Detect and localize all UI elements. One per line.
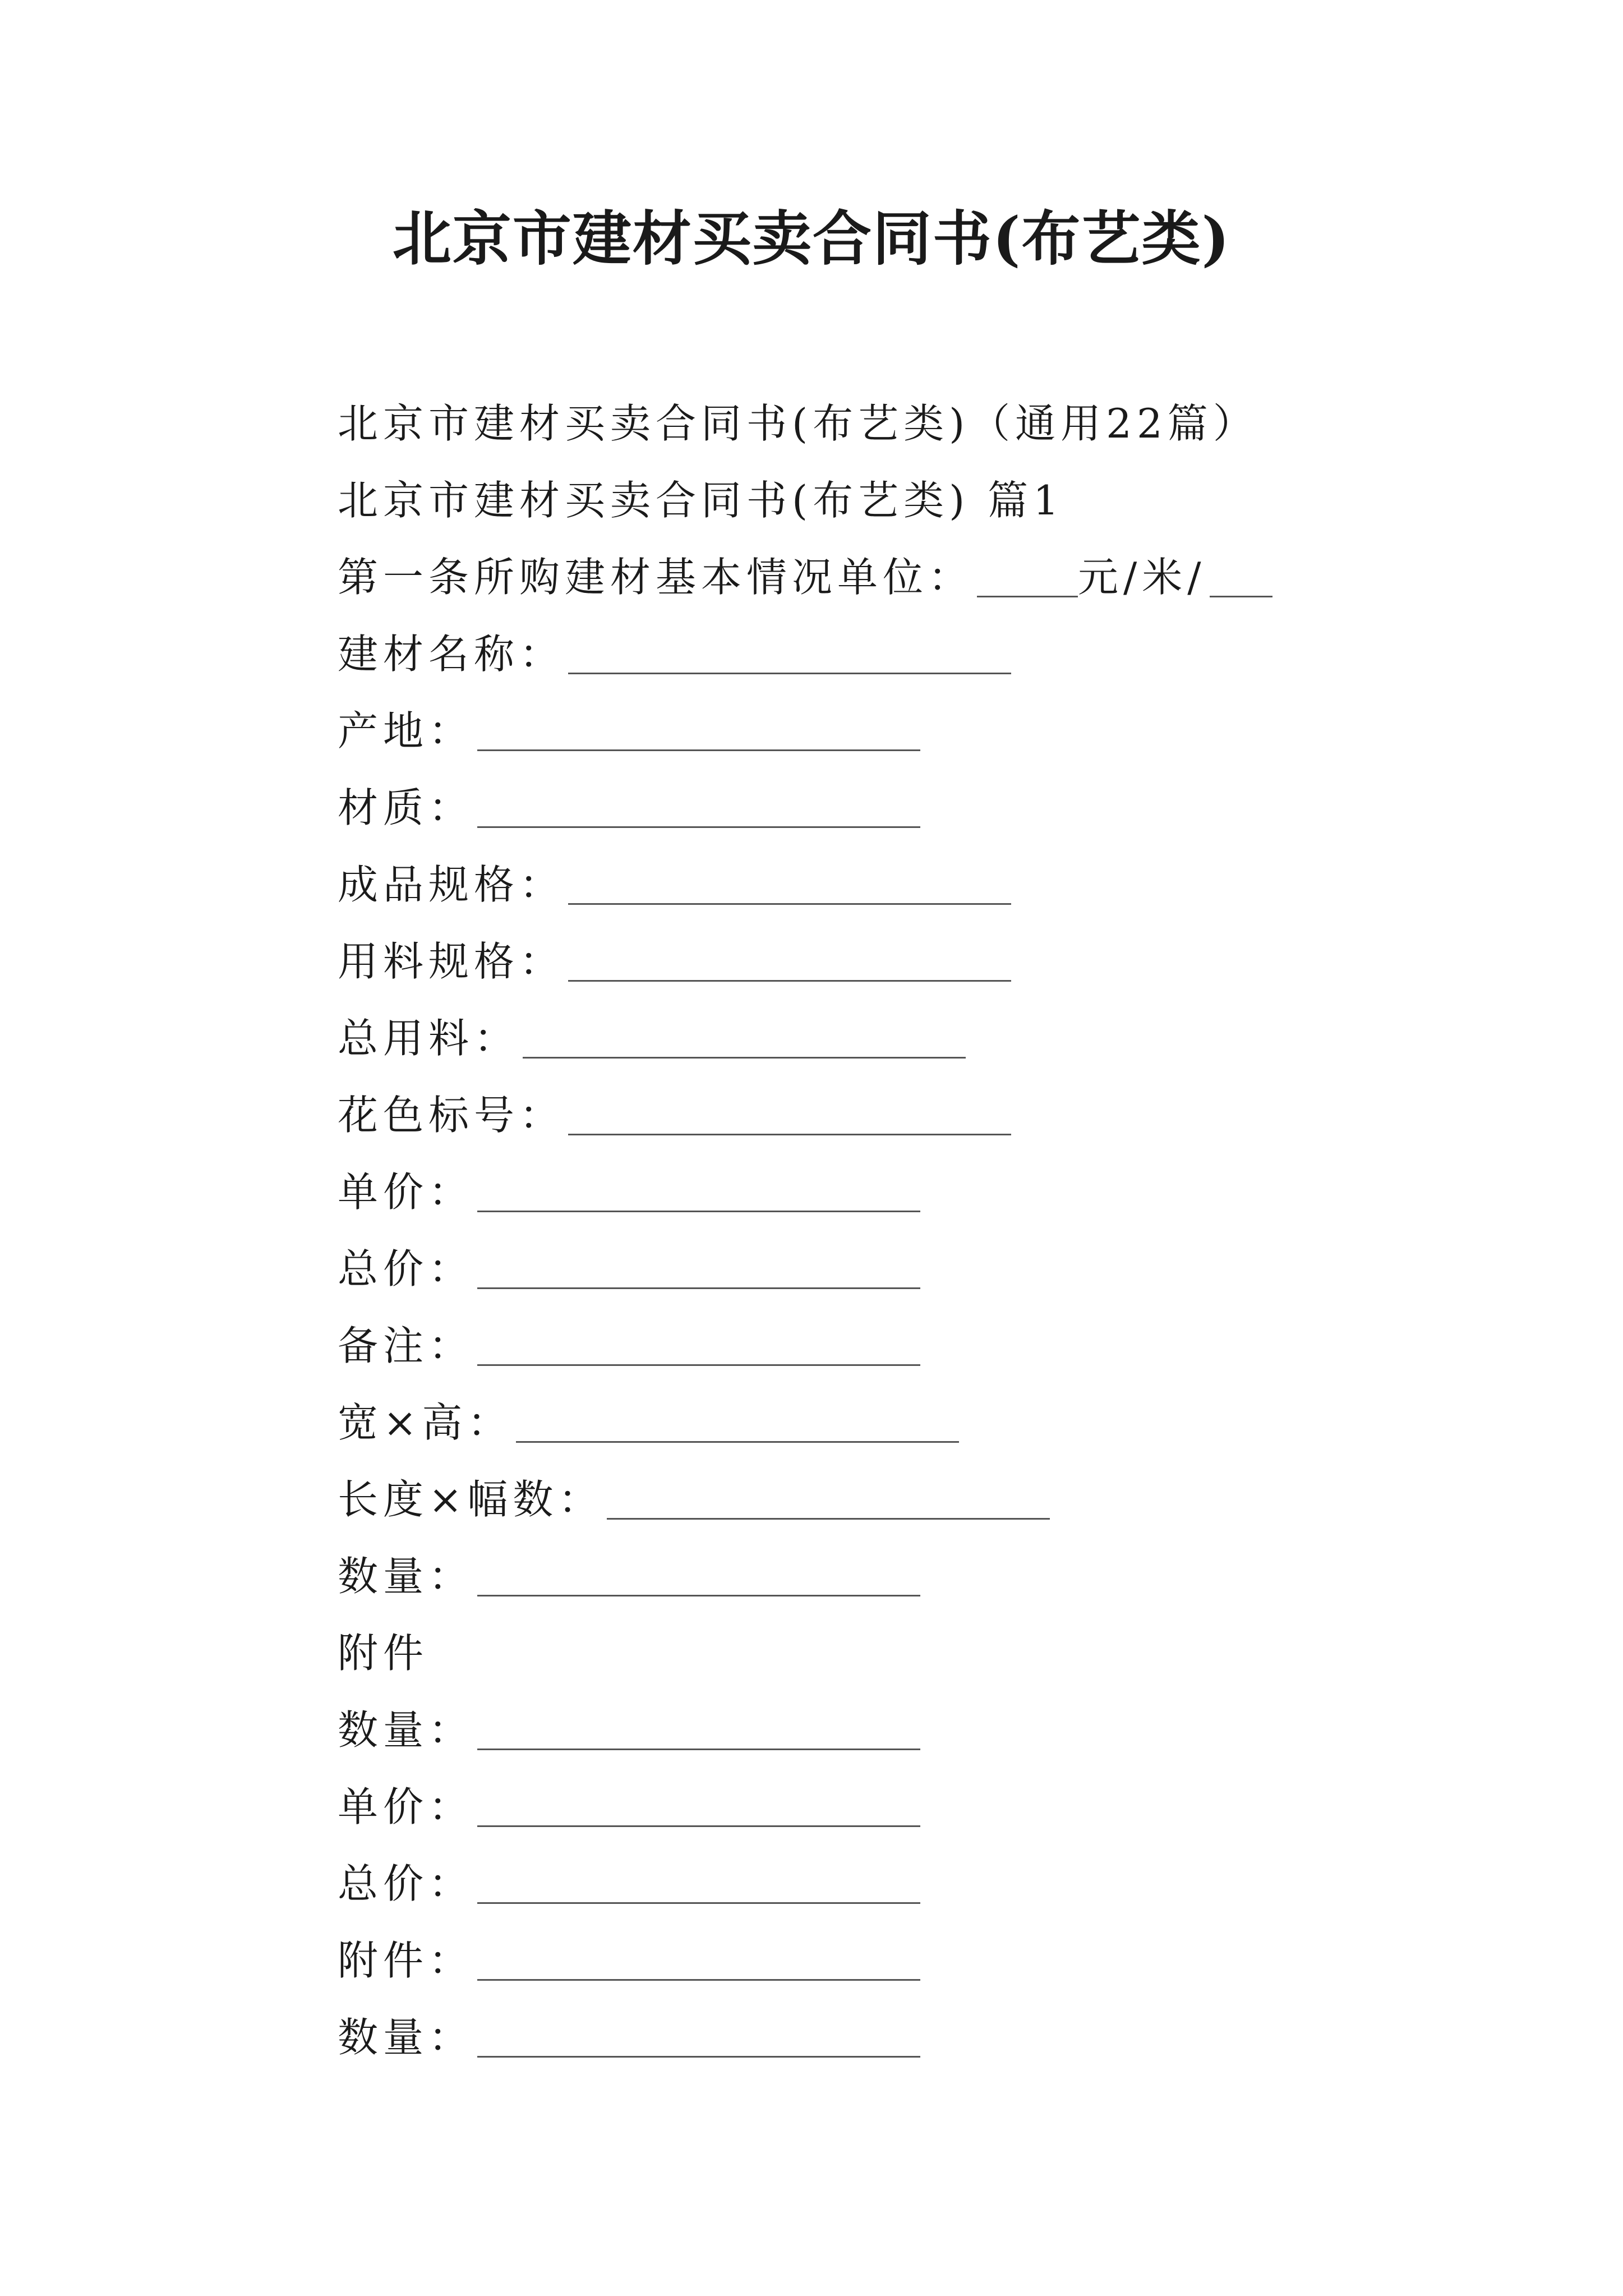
- intro-line-2: [338, 458, 1487, 535]
- field-blank[interactable]: [477, 1248, 920, 1289]
- field-label: 数量：: [338, 2013, 474, 2061]
- field-row: [338, 612, 1487, 689]
- field-blank[interactable]: [477, 2017, 920, 2058]
- field-blank[interactable]: [477, 787, 920, 828]
- unit-label: 第一条所购建材基本情况单位：: [338, 553, 974, 601]
- field-label: 花色标号：: [338, 1091, 565, 1139]
- field-label: 材质：: [338, 784, 474, 831]
- field-blank[interactable]: [477, 1709, 920, 1750]
- field-blank[interactable]: [477, 1556, 920, 1596]
- field-row: [338, 1304, 1487, 1381]
- attachment-heading: 附件: [338, 1629, 429, 1677]
- field-row: [338, 1457, 1487, 1534]
- field-row: [338, 1150, 1487, 1227]
- field-blank[interactable]: [477, 1940, 920, 1981]
- field-label: 用料规格：: [338, 937, 565, 985]
- unit-line: [338, 535, 1487, 612]
- attachment-field-row: [338, 1765, 1487, 1842]
- field-label: 长度×幅数：: [338, 1475, 604, 1523]
- field-label: 总价：: [338, 1245, 474, 1292]
- field-row: [338, 996, 1487, 1073]
- field-blank[interactable]: [477, 710, 920, 751]
- field-label: 建材名称：: [338, 630, 565, 678]
- unit-blank-2[interactable]: [1210, 556, 1272, 597]
- field-label: 宽×高：: [338, 1398, 513, 1446]
- unit-blank-1[interactable]: [977, 556, 1078, 597]
- intro-text-1: 北京市建材买卖合同书(布艺类)（通用22篇）: [338, 399, 1258, 447]
- field-label: 单价：: [338, 1168, 474, 1216]
- field-label: 备注：: [338, 1322, 474, 1369]
- field-row: [338, 689, 1487, 766]
- field-row: [338, 1073, 1487, 1150]
- field-row: [338, 1381, 1487, 1457]
- field-row: [338, 1534, 1487, 1611]
- field-blank[interactable]: [477, 1325, 920, 1366]
- attachment-field-row: [338, 1688, 1487, 1765]
- intro-text-2: 北京市建材买卖合同书(布艺类) 篇1: [338, 476, 1064, 524]
- field-label: 数量：: [338, 1706, 474, 1754]
- field-label: 产地：: [338, 707, 474, 754]
- field-blank[interactable]: [516, 1402, 959, 1443]
- field-blank[interactable]: [523, 1018, 966, 1059]
- field-row: [338, 766, 1487, 843]
- intro-line-1: [338, 381, 1487, 458]
- field-label: 单价：: [338, 1783, 474, 1830]
- unit-mid-text: 元/米/: [1078, 553, 1206, 601]
- attachment-field-row: [338, 1995, 1487, 2072]
- attachment-field-row: [338, 1918, 1487, 1995]
- field-blank[interactable]: [568, 633, 1011, 674]
- field-row: [338, 843, 1487, 919]
- field-blank[interactable]: [568, 1094, 1011, 1135]
- field-label: 附件：: [338, 1936, 474, 1984]
- field-blank[interactable]: [477, 1786, 920, 1827]
- field-blank[interactable]: [568, 864, 1011, 905]
- document-body: [338, 381, 1487, 2072]
- field-blank[interactable]: [477, 1171, 920, 1212]
- field-row: [338, 1227, 1487, 1304]
- field-label: 总价：: [338, 1860, 474, 1907]
- field-blank[interactable]: [568, 941, 1011, 982]
- field-blank[interactable]: [607, 1479, 1050, 1520]
- field-label: 数量：: [338, 1552, 474, 1600]
- field-blank[interactable]: [477, 1863, 920, 1904]
- field-row: [338, 919, 1487, 996]
- field-label: 总用料：: [338, 1014, 520, 1062]
- page-title: 北京市建材买卖合同书(布艺类): [392, 204, 1231, 273]
- attachment-field-row: [338, 1842, 1487, 1918]
- field-label: 成品规格：: [338, 861, 565, 908]
- attachment-heading-row: [338, 1611, 1487, 1688]
